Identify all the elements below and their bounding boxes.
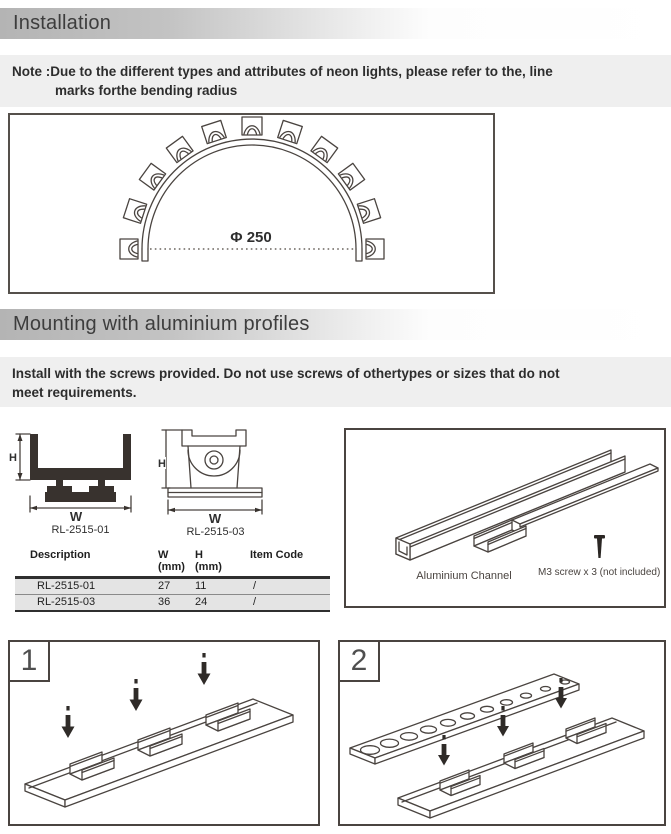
table-body: [15, 576, 330, 612]
profile-drawing-rl-2515-03: [158, 424, 273, 538]
profile-03-shape: [168, 430, 262, 497]
dimension-lines: [162, 430, 262, 514]
cell-item-code: /: [253, 580, 257, 592]
step-number-badge: 1: [8, 640, 50, 682]
profile-03-svg: [158, 424, 273, 524]
arc-diagram-svg: [10, 115, 493, 292]
aluminium-channel-box: [344, 428, 666, 608]
note-screws: [0, 357, 671, 407]
down-arrow-icon: [62, 706, 75, 738]
profile-name: RL-2515-03: [186, 526, 245, 538]
down-arrow-icon: [130, 679, 143, 711]
col-header-w: W (mm): [158, 549, 185, 573]
mounting-clip: [366, 239, 384, 259]
mounting-clip: [357, 199, 380, 224]
mounting-clip: [202, 120, 227, 143]
table-header-row: [15, 549, 330, 576]
h-dimension-label: H: [158, 458, 166, 470]
note-bending-radius: [0, 55, 671, 107]
diameter-value-label: Φ 250: [230, 229, 272, 246]
table-row: [15, 579, 330, 595]
aluminium-channel-drawing: [396, 450, 625, 560]
step-1-illustration-svg: [10, 642, 318, 824]
cell-description: RL-2515-03: [37, 596, 96, 608]
cell-h: 24: [195, 596, 208, 608]
col-header-description: Description: [30, 549, 91, 561]
w-dimension-label: W: [208, 511, 222, 524]
note-line: meet requirements.: [12, 385, 137, 400]
channel-label: Aluminium Channel: [416, 570, 512, 582]
note-line: Note :Due to the different types and attributes of neon lights, please refer to the, line: [12, 64, 553, 79]
note-line: marks forthe bending radius: [55, 83, 238, 98]
dimensions-table: [15, 549, 330, 612]
step-2-panel: [338, 640, 666, 826]
screw-icon: [594, 535, 605, 558]
step-1-panel: [8, 640, 320, 826]
profile-name: RL-2515-01: [51, 524, 110, 536]
section-header-mounting: [0, 309, 671, 340]
mounting-clip: [123, 199, 146, 224]
section-title: Mounting with aluminium profiles: [13, 313, 310, 335]
cell-w: 27: [158, 580, 171, 592]
section-title: Installation: [13, 12, 112, 34]
screw-label: M3 screw x 3 (not included): [538, 567, 661, 578]
step-number-badge: 2: [338, 640, 380, 682]
col-header-h: H (mm): [195, 549, 222, 573]
h-dimension-label: H: [9, 452, 17, 464]
profile-01-svg: [8, 428, 153, 522]
mounting-clip: [120, 239, 138, 259]
profile-drawing-rl-2515-01: [8, 428, 153, 536]
mounting-clip: [278, 120, 303, 143]
col-header-item-code: Item Code: [250, 549, 304, 561]
down-arrow-icon: [198, 653, 211, 685]
bending-radius-diagram: [8, 113, 495, 294]
note-line: Install with the screws provided. Do not use screws of othertypes or sizes that do not: [12, 366, 560, 381]
cell-h: 11: [195, 580, 207, 592]
cell-item-code: /: [253, 596, 257, 608]
section-header-installation: [0, 8, 671, 39]
cell-w: 36: [158, 596, 171, 608]
step-2-illustration-svg: [340, 642, 664, 824]
mounting-clip: [242, 117, 262, 135]
table-row: [15, 595, 330, 610]
w-dimension-label: W: [69, 509, 83, 522]
cell-description: RL-2515-01: [37, 580, 96, 592]
profile-01-shape: [30, 434, 131, 502]
